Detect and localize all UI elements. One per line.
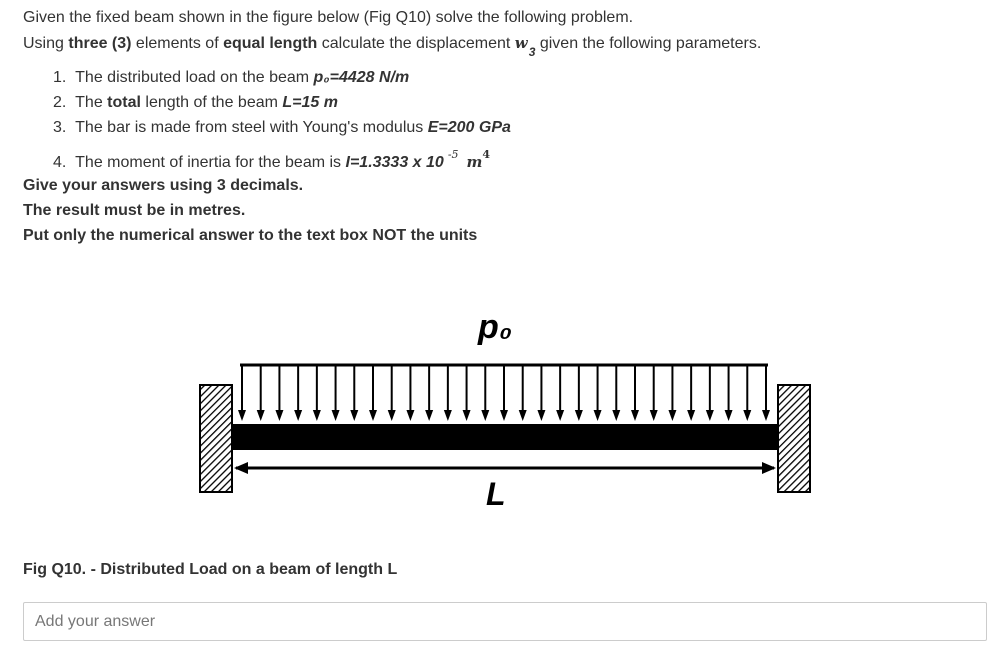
param-unit-base: m	[466, 153, 483, 171]
load-arrow-head	[313, 410, 321, 421]
load-arrow-head	[350, 410, 358, 421]
param-value: E=200 GPa	[427, 119, 511, 136]
load-arrow-head	[332, 410, 340, 421]
load-arrow-head	[294, 410, 302, 421]
load-arrow-head	[406, 410, 414, 421]
question-line-1: Given the fixed beam shown in the figure below (Fig Q10) solve the following problem.	[23, 9, 634, 26]
param-load	[53, 68, 409, 88]
param-value: L=15 m	[282, 94, 338, 111]
param-unit-exponent: 4	[482, 148, 491, 161]
note-numerical-only: Put only the numerical answer to the text box NOT the units	[23, 227, 478, 244]
param-moment-of-inertia	[53, 148, 490, 174]
load-arrow-head	[537, 410, 545, 421]
load-arrow-head	[650, 410, 658, 421]
q2-variable-subscript: 3	[528, 45, 536, 59]
param-bold-total: total	[107, 94, 141, 111]
load-arrow-head	[425, 410, 433, 421]
param-text: The moment of inertia for the beam is	[75, 154, 346, 171]
load-arrow-head	[594, 410, 602, 421]
load-arrow-head	[388, 410, 396, 421]
load-arrow-head	[668, 410, 676, 421]
beam	[232, 424, 778, 450]
param-text-post: length of the beam	[140, 94, 283, 111]
load-arrow-head	[257, 410, 265, 421]
question-line-2	[23, 33, 762, 59]
length-label: L	[486, 476, 506, 512]
dimension-line	[234, 462, 776, 474]
right-wall-support	[778, 385, 810, 492]
load-arrow-head	[444, 410, 452, 421]
load-arrows	[238, 366, 770, 421]
param-number: 1.	[53, 69, 67, 86]
q2-mid: elements of	[131, 35, 224, 52]
param-unit	[466, 148, 491, 171]
param-text-pre: The	[75, 94, 108, 111]
q2-end: given the following parameters.	[535, 35, 762, 52]
load-label: p₀	[478, 308, 513, 346]
q2-variable-w: w	[514, 34, 528, 52]
load-arrow-head	[463, 410, 471, 421]
param-value: I=1.3333 x 10	[345, 154, 444, 171]
param-exponent: -5	[447, 148, 459, 161]
load-arrow-head	[275, 410, 283, 421]
q2-bold-three: three (3)	[68, 35, 132, 52]
note-units: The result must be in metres.	[23, 202, 246, 219]
param-number: 4.	[53, 154, 67, 171]
beam-figure	[190, 300, 820, 520]
q2-after: calculate the displacement	[317, 35, 515, 52]
load-arrow-head	[575, 410, 583, 421]
load-arrow-head	[743, 410, 751, 421]
q2-prefix: Using	[23, 35, 69, 52]
param-text: The distributed load on the beam	[75, 69, 314, 86]
param-number: 2.	[53, 94, 67, 111]
load-arrow-head	[481, 410, 489, 421]
param-text: The bar is made from steel with Young's modulus	[75, 119, 428, 136]
load-arrow-head	[556, 410, 564, 421]
param-youngs-modulus	[53, 118, 511, 138]
note-decimals: Give your answers using 3 decimals.	[23, 177, 304, 194]
load-arrow-head	[519, 410, 527, 421]
param-length	[53, 93, 338, 113]
load-arrow-head	[500, 410, 508, 421]
left-wall-support	[200, 385, 232, 492]
q2-bold-equal-length: equal length	[223, 35, 318, 52]
figure-caption: Fig Q10. - Distributed Load on a beam of length L	[23, 561, 398, 578]
load-arrow-head	[238, 410, 246, 421]
param-number: 3.	[53, 119, 67, 136]
load-arrow-head	[631, 410, 639, 421]
load-arrow-head	[706, 410, 714, 421]
load-arrow-head	[369, 410, 377, 421]
load-arrow-head	[612, 410, 620, 421]
param-value: p₀=4428 N/m	[313, 69, 410, 86]
answer-input[interactable]	[23, 602, 987, 641]
load-arrow-head	[762, 410, 770, 421]
load-arrow-head	[725, 410, 733, 421]
load-arrow-head	[687, 410, 695, 421]
